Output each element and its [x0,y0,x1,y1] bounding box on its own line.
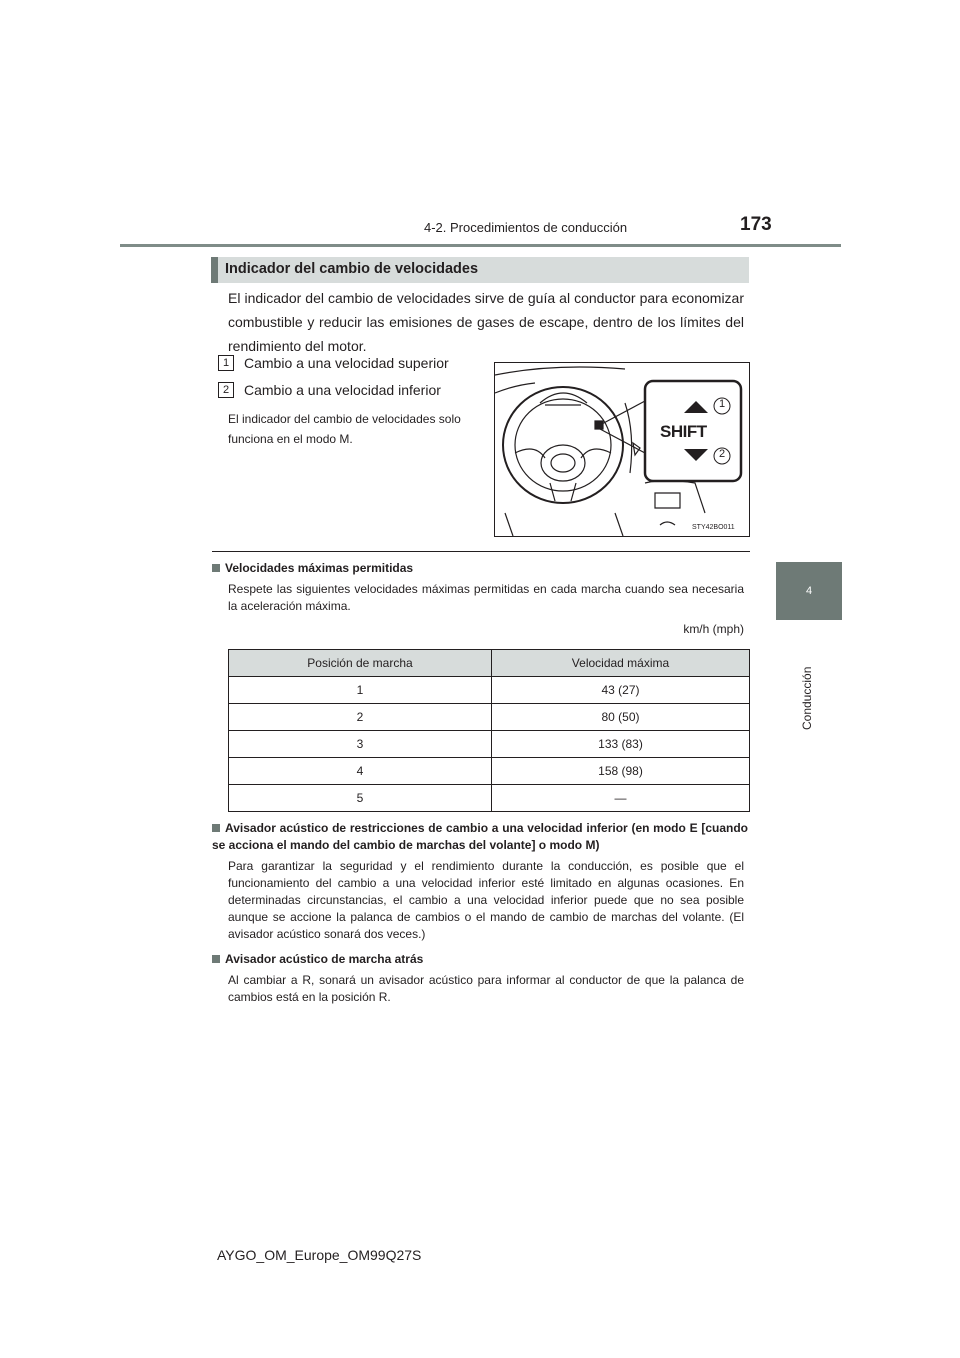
table-row [229,704,750,731]
max-speeds-text: Respete las siguientes velocidades máximas permitidas en cada marcha cuando sea necesaria la aceleración máxima. [228,582,744,613]
table-cell-speed: 158 (98) [492,758,750,785]
mode-note: El indicador del cambio de velocidades solo funciona en el modo M. [228,412,461,446]
item-label-downshift: Cambio a una velocidad inferior [244,382,441,398]
table-header-row [229,650,750,677]
table-cell-speed: 133 (83) [492,731,750,758]
figure-callout-1: 1 [718,398,726,410]
max-speeds-heading-text: Velocidades máximas permitidas [225,561,414,575]
chapter-number: 4 [805,585,813,597]
page-number: 173 [740,214,772,235]
speed-unit: km/h (mph) [683,622,744,636]
table-row [229,785,750,812]
bullet-square-icon [212,955,220,963]
max-speeds-table [228,649,750,812]
shift-indicator-figure [494,362,750,537]
running-header: 4-2. Procedimientos de conducción [424,220,628,235]
table-cell-speed: 43 (27) [492,677,750,704]
reverse-buzzer-heading-text: Avisador acústico de marcha atrás [225,952,424,966]
reverse-buzzer-text: Al cambiar a R, sonará un avisador acústico para informar al conductor de que la palanca de cambios está en la posición R. [228,973,744,1004]
item-label-upshift: Cambio a una velocidad superior [244,355,449,371]
table-cell-speed: 80 (50) [492,704,750,731]
table-row [229,758,750,785]
bullet-square-icon [212,564,220,572]
header-rule [120,244,841,247]
section-divider [212,551,750,552]
reverse-buzzer-heading [212,951,752,968]
figure-code: STY42BO011 [692,524,735,531]
table-cell-gear: 4 [229,758,492,785]
table-cell-speed: — [492,785,750,812]
downshift-buzzer-text: Para garantizar la seguridad y el rendimiento durante la conducción, es posible que el funcionamiento del cambio a una velocidad inferior esté limitado en algunas ocasiones. En determinadas circunstancias, el cambio a una velocidad inferior puede que no sea posible aunque se accione la palanca de cambios o el mando de cambio de marchas del volante. (El avisador acústico sonará dos veces.) [228,859,744,941]
section-title: Indicador del cambio de velocidades [225,261,479,277]
shift-indicator-label: SHIFT [660,422,707,441]
bullet-square-icon [212,824,220,832]
max-speeds-heading [212,560,752,577]
chapter-label: Conducción [800,666,814,730]
dashboard-illustration [495,363,749,536]
table-cell-gear: 1 [229,677,492,704]
figure-callout-2: 2 [718,448,726,460]
table-cell-gear: 3 [229,731,492,758]
chapter-tab [776,562,842,620]
document-code: AYGO_OM_Europe_OM99Q27S [217,1247,422,1263]
downshift-buzzer-heading [212,820,748,854]
item-number-1: 1 [218,355,234,371]
table-cell-gear: 5 [229,785,492,812]
section-intro: El indicador del cambio de velocidades sirve de guía al conductor para economizar combustible y reducir las emisiones de gases de escape, dentro de los límites del rendimiento del motor. [228,290,744,354]
item-number-2: 2 [218,382,234,398]
downshift-buzzer-heading-text: Avisador acústico de restricciones de cambio a una velocidad inferior (en modo E [cuando se acciona el mando del cambio de marchas del volante] o modo M) [212,821,748,852]
chapter-label-container [800,640,820,730]
section-heading-accent [211,257,218,283]
table-cell-gear: 2 [229,704,492,731]
section-heading-bar [211,257,749,283]
column-header-max-speed: Velocidad máxima [492,650,750,677]
table-row [229,677,750,704]
column-header-gear: Posición de marcha [229,650,492,677]
table-row [229,731,750,758]
